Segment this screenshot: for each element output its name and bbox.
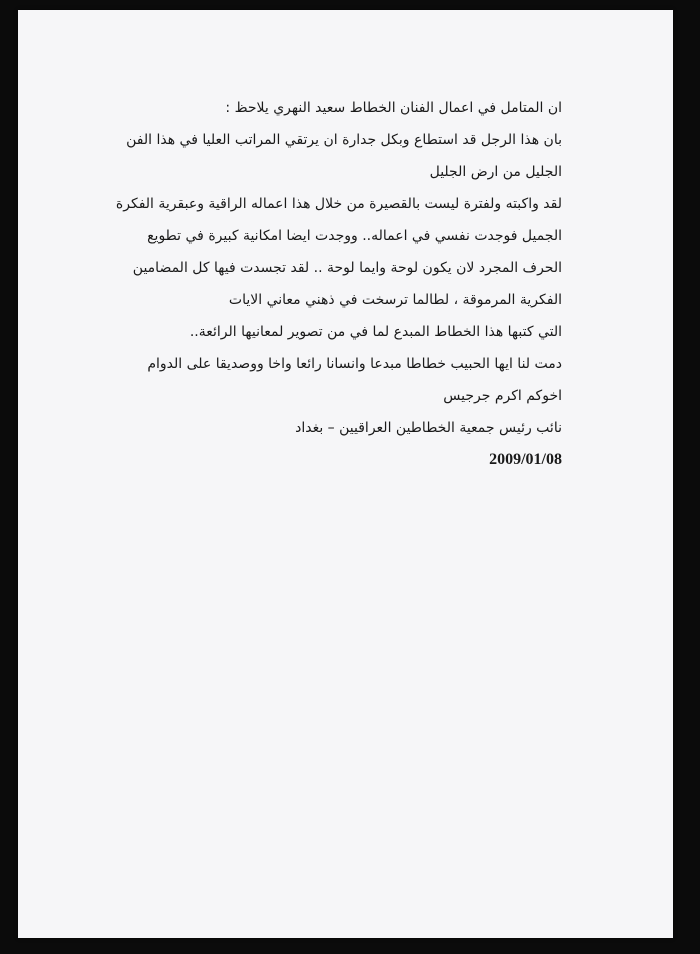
letter-line: لقد واكبته ولفترة ليست بالقصيرة من خلال هذا اعماله الراقية وعبقرية الفكرة bbox=[115, 196, 562, 212]
letter-line: بان هذا الرجل قد استطاع وبكل جدارة ان يرتقي المراتب العليا في هذا الفن bbox=[126, 132, 562, 148]
letter-line: الجليل من ارض الجليل bbox=[429, 164, 562, 180]
letter-body bbox=[115, 92, 562, 476]
letter-line: دمت لنا ايها الحبيب خطاطا مبدعا وانسانا رائعا واخا ووصديقا على الدوام bbox=[147, 356, 562, 372]
letter-line: الفكرية المرموقة ، لطالما ترسخت في ذهني معاني الايات bbox=[228, 292, 562, 308]
letter-signature-name: اخوكم اكرم جرجيس bbox=[443, 388, 562, 404]
letter-line: الجميل فوجدت نفسي في اعماله.. ووجدت ايضا امكانية كبيرة في تطويع bbox=[147, 228, 562, 244]
letter-page bbox=[18, 10, 673, 938]
letter-date: 2009/01/08 bbox=[489, 451, 562, 468]
letter-line: الحرف المجرد لان يكون لوحة وايما لوحة .. لقد تجسدت فيها كل المضامين bbox=[132, 260, 562, 276]
letter-signature-title: نائب رئيس جمعية الخطاطين العراقيين – بغداد bbox=[295, 420, 562, 436]
letter-line-opening: ان المتامل في اعمال الفنان الخطاط سعيد النهري يلاحظ : bbox=[225, 100, 562, 116]
letter-line: التي كتبها هذا الخطاط المبدع لما في من تصوير لمعانيها الرائعة.. bbox=[189, 324, 562, 340]
